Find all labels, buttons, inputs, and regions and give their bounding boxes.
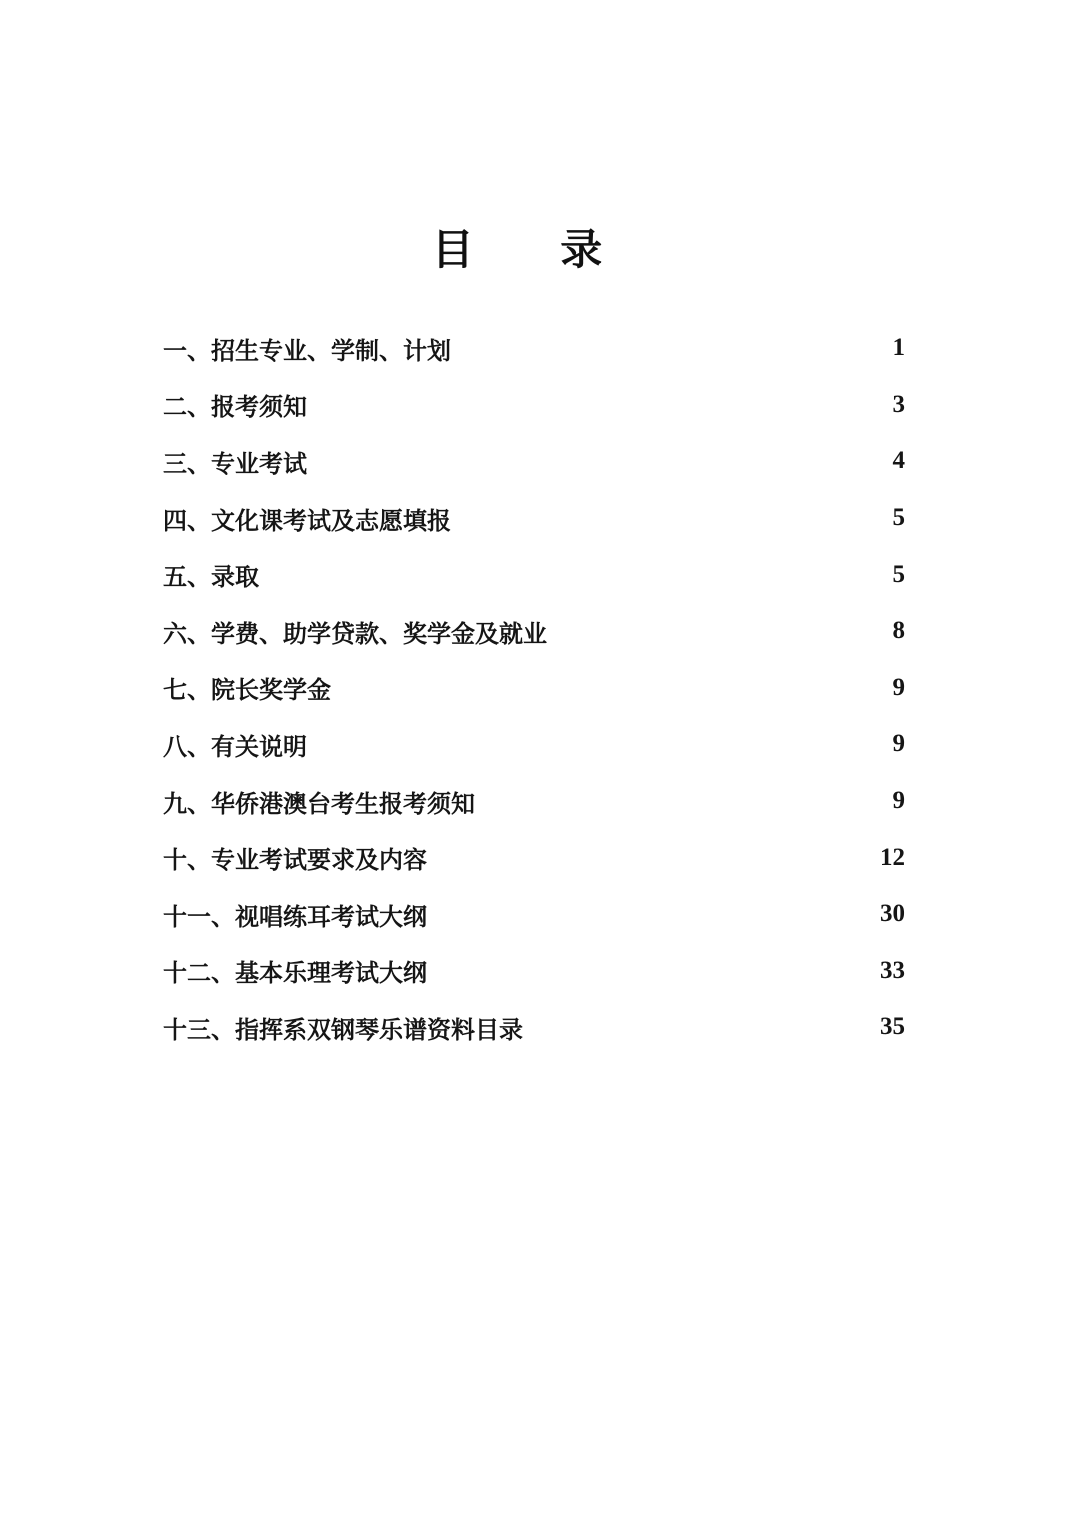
toc-entry (163, 660, 905, 717)
page-title: 目 录 (431, 225, 639, 275)
toc-entry-label: 二、报考须知 (163, 392, 307, 422)
toc-entry-page-number: 9 (892, 787, 905, 815)
toc-entry (163, 546, 905, 603)
toc-entry-label: 五、录取 (163, 562, 259, 592)
table-of-contents (163, 320, 905, 1056)
toc-entry-page-number: 33 (880, 956, 905, 984)
toc-entry (163, 773, 905, 830)
toc-entry-label: 十三、指挥系双钢琴乐谱资料目录 (163, 1014, 523, 1044)
toc-entry-page-number: 3 (892, 390, 905, 418)
toc-entry-label: 八、有关说明 (163, 731, 307, 761)
toc-entry-label: 四、文化课考试及志愿填报 (163, 505, 451, 535)
toc-entry-page-number: 1 (892, 334, 905, 362)
toc-entry-page-number: 5 (892, 560, 905, 588)
toc-entry-label: 六、学费、助学贷款、奖学金及就业 (163, 618, 547, 648)
toc-entry-label: 十一、视唱练耳考试大纲 (163, 901, 427, 931)
toc-entry (163, 377, 905, 434)
toc-entry-page-number: 9 (892, 673, 905, 701)
toc-entry-page-number: 9 (892, 730, 905, 758)
toc-entry-page-number: 4 (892, 447, 905, 475)
toc-entry-page-number: 5 (892, 504, 905, 532)
toc-entry (163, 603, 905, 660)
toc-entry (163, 999, 905, 1056)
toc-entry-label: 一、招生专业、学制、计划 (163, 335, 451, 365)
toc-entry (163, 886, 905, 943)
toc-entry-page-number: 35 (880, 1013, 905, 1041)
toc-entry-label: 十、专业考试要求及内容 (163, 845, 427, 875)
toc-entry-page-number: 12 (880, 843, 905, 871)
toc-entry (163, 943, 905, 1000)
toc-entry (163, 320, 905, 377)
toc-entry (163, 433, 905, 490)
toc-entry-page-number: 8 (892, 617, 905, 645)
toc-entry-label: 九、华侨港澳台考生报考须知 (163, 788, 475, 818)
toc-entry (163, 716, 905, 773)
toc-entry-label: 七、院长奖学金 (163, 675, 331, 705)
toc-entry-page-number: 30 (880, 900, 905, 928)
toc-entry-label: 三、专业考试 (163, 448, 307, 478)
toc-entry (163, 829, 905, 886)
toc-entry (163, 490, 905, 547)
toc-entry-label: 十二、基本乐理考试大纲 (163, 958, 427, 988)
